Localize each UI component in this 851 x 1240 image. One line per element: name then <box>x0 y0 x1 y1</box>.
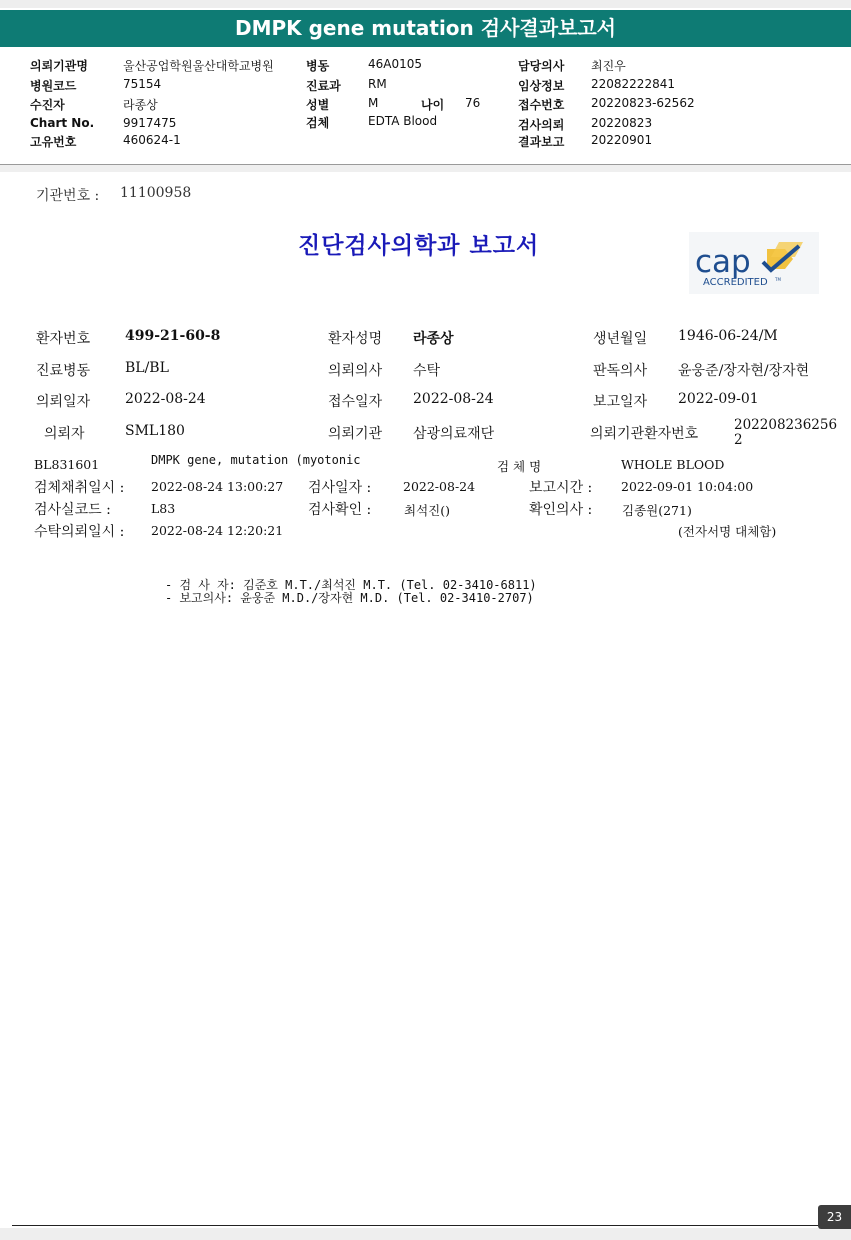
footer-band <box>0 1228 851 1240</box>
patient-label-reader: 판독의사 <box>593 363 648 379</box>
page-number-badge: 23 <box>818 1205 851 1229</box>
hdr-label-ward: 병동 <box>306 59 330 73</box>
confirm-doctor-label: 확인의사 : <box>529 502 593 518</box>
patient-label-dob: 생년월일 <box>593 331 648 347</box>
hdr-value-ward: 46A0105 <box>368 57 423 71</box>
hdr-value-department: RM <box>368 77 387 91</box>
hdr-label-sex: 성별 <box>306 98 330 112</box>
report-title: 진단검사의학과 보고서 <box>298 233 540 259</box>
patient-label-req-date: 의뢰일자 <box>36 394 91 410</box>
hdr-label-unique-no: 고유번호 <box>30 135 77 149</box>
report-banner-title: DMPK gene mutation 검사결과보고서 <box>0 10 851 47</box>
test-confirm-value: 최석진() <box>404 503 450 518</box>
patient-value-report-date: 2022-09-01 <box>678 391 759 407</box>
hdr-label-chart-no: Chart No. <box>30 116 95 130</box>
hdr-value-result-report: 20220901 <box>591 133 653 147</box>
patient-label-ward: 진료병동 <box>36 363 91 379</box>
hdr-value-hospital-code: 75154 <box>123 77 162 91</box>
hdr-value-sex: M <box>368 96 379 110</box>
patient-value-dob: 1946-06-24/M <box>678 328 778 344</box>
hdr-label-result-report: 결과보고 <box>518 135 565 149</box>
test-name: DMPK gene, mutation (myotonic <box>151 453 361 467</box>
patient-label-id: 환자번호 <box>36 331 91 347</box>
collection-value: 2022-08-24 13:00:27 <box>151 479 284 494</box>
patient-value-req-date: 2022-08-24 <box>125 391 206 407</box>
patient-label-name: 환자성명 <box>328 331 383 347</box>
patient-value-req-doctor: 수탁 <box>413 363 441 379</box>
hdr-label-receipt-no: 접수번호 <box>518 98 565 112</box>
hdr-label-institution: 의뢰기관명 <box>30 59 88 73</box>
footer-rule <box>12 1225 820 1226</box>
patient-label-inst-patient-no: 의뢰기관환자번호 <box>590 426 699 442</box>
staff-tester-line: - 검 사 자: 김준호 M.T./최석진 M.T. (Tel. 02-3410-6811) <box>165 578 537 592</box>
test-confirm-label: 검사확인 : <box>308 502 372 518</box>
hdr-value-specimen: EDTA Blood <box>368 114 438 128</box>
patient-value-requester: SML180 <box>125 423 185 439</box>
patient-label-requester: 의뢰자 <box>44 426 85 442</box>
hdr-label-clinical-info: 임상정보 <box>518 79 565 93</box>
institution-value: 11100958 <box>120 185 192 201</box>
request-datetime-label: 수탁의뢰일시 : <box>34 524 125 540</box>
hdr-label-patient: 수진자 <box>30 98 65 112</box>
hdr-label-hospital-code: 병원코드 <box>30 79 77 93</box>
top-strip <box>0 0 851 8</box>
confirm-doctor-value: 김종원(271) <box>622 503 692 518</box>
hdr-label-physician: 담당의사 <box>518 59 565 73</box>
cap-logo-sub: ACCREDITED <box>703 277 768 288</box>
hdr-value-patient: 라종상 <box>123 98 158 112</box>
patient-value-inst-patient-no-wrap: 2 <box>734 432 743 448</box>
esign-note: (전자서명 대체함) <box>678 524 777 539</box>
patient-label-req-institution: 의뢰기관 <box>328 426 383 442</box>
patient-value-req-institution: 삼광의료재단 <box>413 426 495 442</box>
collection-label: 검체채취일시 : <box>34 480 125 496</box>
hdr-value-chart-no: 9917475 <box>123 116 177 130</box>
patient-label-req-doctor: 의뢰의사 <box>328 363 383 379</box>
hdr-value-receipt-no: 20220823-62562 <box>591 96 695 110</box>
institution-label: 기관번호 : <box>36 188 100 204</box>
lab-code-label: 검사실코드 : <box>34 502 111 518</box>
patient-label-receipt-date: 접수일자 <box>328 394 383 410</box>
hdr-label-age: 나이 <box>421 98 445 112</box>
hdr-value-physician: 최진우 <box>591 59 626 73</box>
patient-value-receipt-date: 2022-08-24 <box>413 391 494 407</box>
hdr-value-clinical-info: 22082222841 <box>591 77 675 91</box>
cap-logo-text: cap <box>695 244 751 280</box>
patient-value-id: 499-21-60-8 <box>125 328 221 344</box>
patient-value-reader: 윤웅준/장자현/장자현 <box>678 363 810 379</box>
patient-label-report-date: 보고일자 <box>593 394 648 410</box>
staff-reporter-line: - 보고의사: 윤웅준 M.D./장자현 M.D. (Tel. 02-3410-2707) <box>165 591 534 605</box>
patient-value-inst-patient-no: 202208236256 <box>734 417 838 433</box>
report-time-value: 2022-09-01 10:04:00 <box>621 479 754 494</box>
hdr-label-specimen: 검체 <box>306 116 330 130</box>
hdr-label-department: 진료과 <box>306 79 341 93</box>
hdr-label-test-request: 검사의뢰 <box>518 118 565 132</box>
svg-text:TM: TM <box>775 277 781 282</box>
report-time-label: 보고시간 : <box>529 480 593 496</box>
hdr-value-test-request: 20220823 <box>591 116 653 130</box>
hdr-value-unique-no: 460624-1 <box>123 133 181 147</box>
hdr-value-age: 76 <box>465 96 481 110</box>
specimen-name-label: 검 체 명 <box>497 459 542 474</box>
test-code: BL831601 <box>34 457 100 472</box>
hdr-value-institution: 울산공업학원울산대학교병원 <box>123 59 274 73</box>
header-band <box>0 165 851 172</box>
patient-value-name: 라종상 <box>413 331 454 347</box>
test-date-label: 검사일자 : <box>308 480 372 496</box>
lab-code-value: L83 <box>151 501 176 516</box>
specimen-name-value: WHOLE BLOOD <box>621 457 725 472</box>
patient-value-ward: BL/BL <box>125 360 169 376</box>
test-date-value: 2022-08-24 <box>403 479 476 494</box>
cap-accredited-logo <box>689 232 819 294</box>
request-datetime-value: 2022-08-24 12:20:21 <box>151 523 284 538</box>
